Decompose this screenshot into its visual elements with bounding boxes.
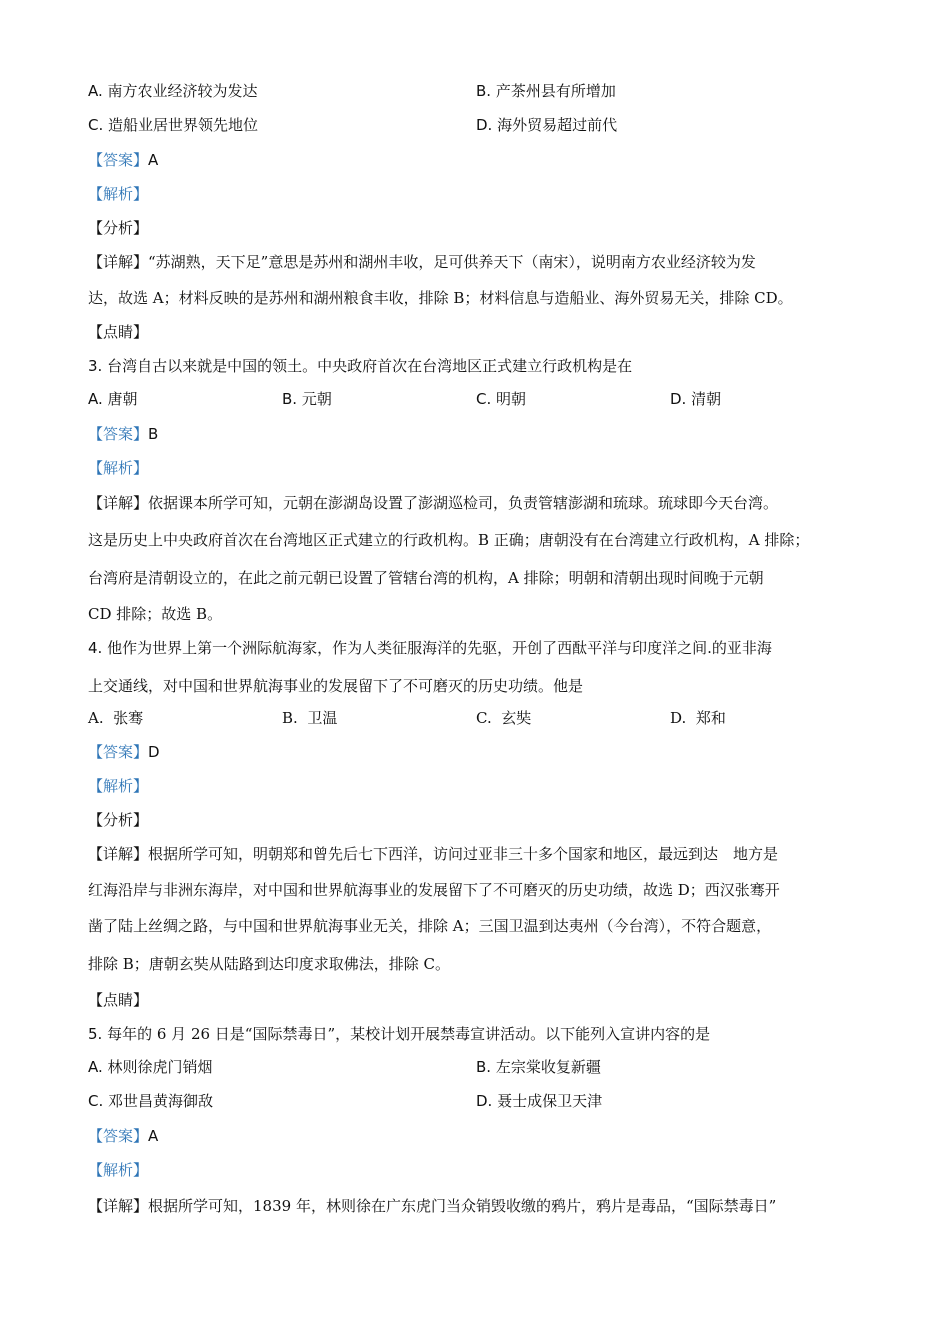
q2-fenxi-tag: 【分析】: [88, 219, 149, 237]
q5-option-d: D. 聂士成保卫天津: [476, 1092, 603, 1110]
q4-detail-line-4: 排除 B；唐朝玄奘从陆路到达印度求取佛法，排除 C。: [88, 955, 451, 973]
q3-detail-line-3: 台湾府是清朝设立的，在此之前元朝已设置了管辖台湾的机构，A 排除；明朝和清朝出现时间晚于元朝: [88, 569, 764, 587]
q5-option-b: B. 左宗棠收复新疆: [476, 1058, 601, 1076]
q4-option-d: D. 郑和: [670, 709, 726, 727]
q4-detail-line-3: 凿了陆上丝绸之路，与中国和世界航海事业无关，排除 A；三国卫温到达夷州（今台湾），不符合题意，: [88, 917, 772, 935]
q2-option-d: D. 海外贸易超过前代: [476, 116, 618, 134]
q4-option-a: A. 张骞: [88, 709, 144, 727]
q4-option-b: B. 卫温: [282, 709, 338, 727]
q2-option-c: C. 造船业居世界领先地位: [88, 116, 259, 134]
q4-detail-line-2: 红海沿岸与非洲东海岸，对中国和世界航海事业的发展留下了不可磨灭的历史功绩，故选 D；西汉张骞开: [88, 881, 780, 899]
q3-answer: 【答案】B: [88, 425, 159, 443]
q5-detail-line-1: 【详解】根据所学可知，1839 年，林则徐在广东虎门当众销毁收缴的鸦片，鸦片是毒品，“国际禁毒日”: [88, 1197, 777, 1215]
q2-option-b: B. 产茶州县有所增加: [476, 82, 616, 100]
q3-option-b: B. 元朝: [282, 390, 332, 408]
q2-answer: 【答案】A: [88, 151, 159, 169]
q4-detail-line-1: 【详解】根据所学可知，明朝郑和曾先后七下西洋，访问过亚非三十多个国家和地区，最远到达 地方是: [88, 845, 779, 863]
q5-option-a: A. 林则徐虎门销烟: [88, 1058, 213, 1076]
q3-option-c: C. 明朝: [476, 390, 527, 408]
q5-stem: 5. 每年的 6 月 26 日是“国际禁毒日”，某校计划开展禁毒宣讲活动。以下能列入宣讲内容的是: [88, 1025, 711, 1043]
q2-detail-line-1: 【详解】“苏湖熟，天下足”意思是苏州和湖州丰收，足可供养天下（南宋），说明南方农业经济较为发: [88, 253, 756, 271]
q5-option-c: C. 邓世昌黄海御敌: [88, 1092, 214, 1110]
q5-answer: 【答案】A: [88, 1127, 159, 1145]
q3-detail-line-4: CD 排除；故选 B。: [88, 605, 223, 623]
q2-dianjing-tag: 【点睛】: [88, 323, 149, 341]
q5-analysis-tag: 【解析】: [88, 1161, 149, 1179]
q3-detail-line-1: 【详解】依据课本所学可知，元朝在澎湖岛设置了澎湖巡检司，负责管辖澎湖和琉球。琉球即今天台湾。: [88, 494, 779, 512]
q4-fenxi-tag: 【分析】: [88, 811, 149, 829]
q3-detail-line-2: 这是历史上中央政府首次在台湾地区正式建立的行政机构。B 正确；唐朝没有在台湾建立行政机构，A 排除；: [88, 531, 810, 549]
q2-detail-line-2: 达，故选 A；材料反映的是苏州和湖州粮食丰收，排除 B；材料信息与造船业、海外贸易无关，排除 CD。: [88, 289, 793, 307]
q2-option-a: A. 南方农业经济较为发达: [88, 82, 258, 100]
q3-stem: 3. 台湾自古以来就是中国的领土。中央政府首次在台湾地区正式建立行政机构是在: [88, 357, 633, 375]
q4-stem-line-2: 上交通线，对中国和世界航海事业的发展留下了不可磨灭的历史功绩。他是: [88, 677, 584, 695]
q4-answer: 【答案】D: [88, 743, 160, 761]
q4-dianjing-tag: 【点睛】: [88, 991, 149, 1009]
q3-option-d: D. 清朝: [670, 390, 722, 408]
q4-stem-line-1: 4. 他作为世界上第一个洲际航海家，作为人类征服海洋的先驱，开创了西酞平洋与印度洋之间.的亚非海: [88, 639, 772, 657]
q3-option-a: A. 唐朝: [88, 390, 138, 408]
q4-option-c: C. 玄奘: [476, 709, 532, 727]
q4-analysis-tag: 【解析】: [88, 777, 149, 795]
q3-analysis-tag: 【解析】: [88, 459, 149, 477]
q2-analysis-tag: 【解析】: [88, 185, 149, 203]
